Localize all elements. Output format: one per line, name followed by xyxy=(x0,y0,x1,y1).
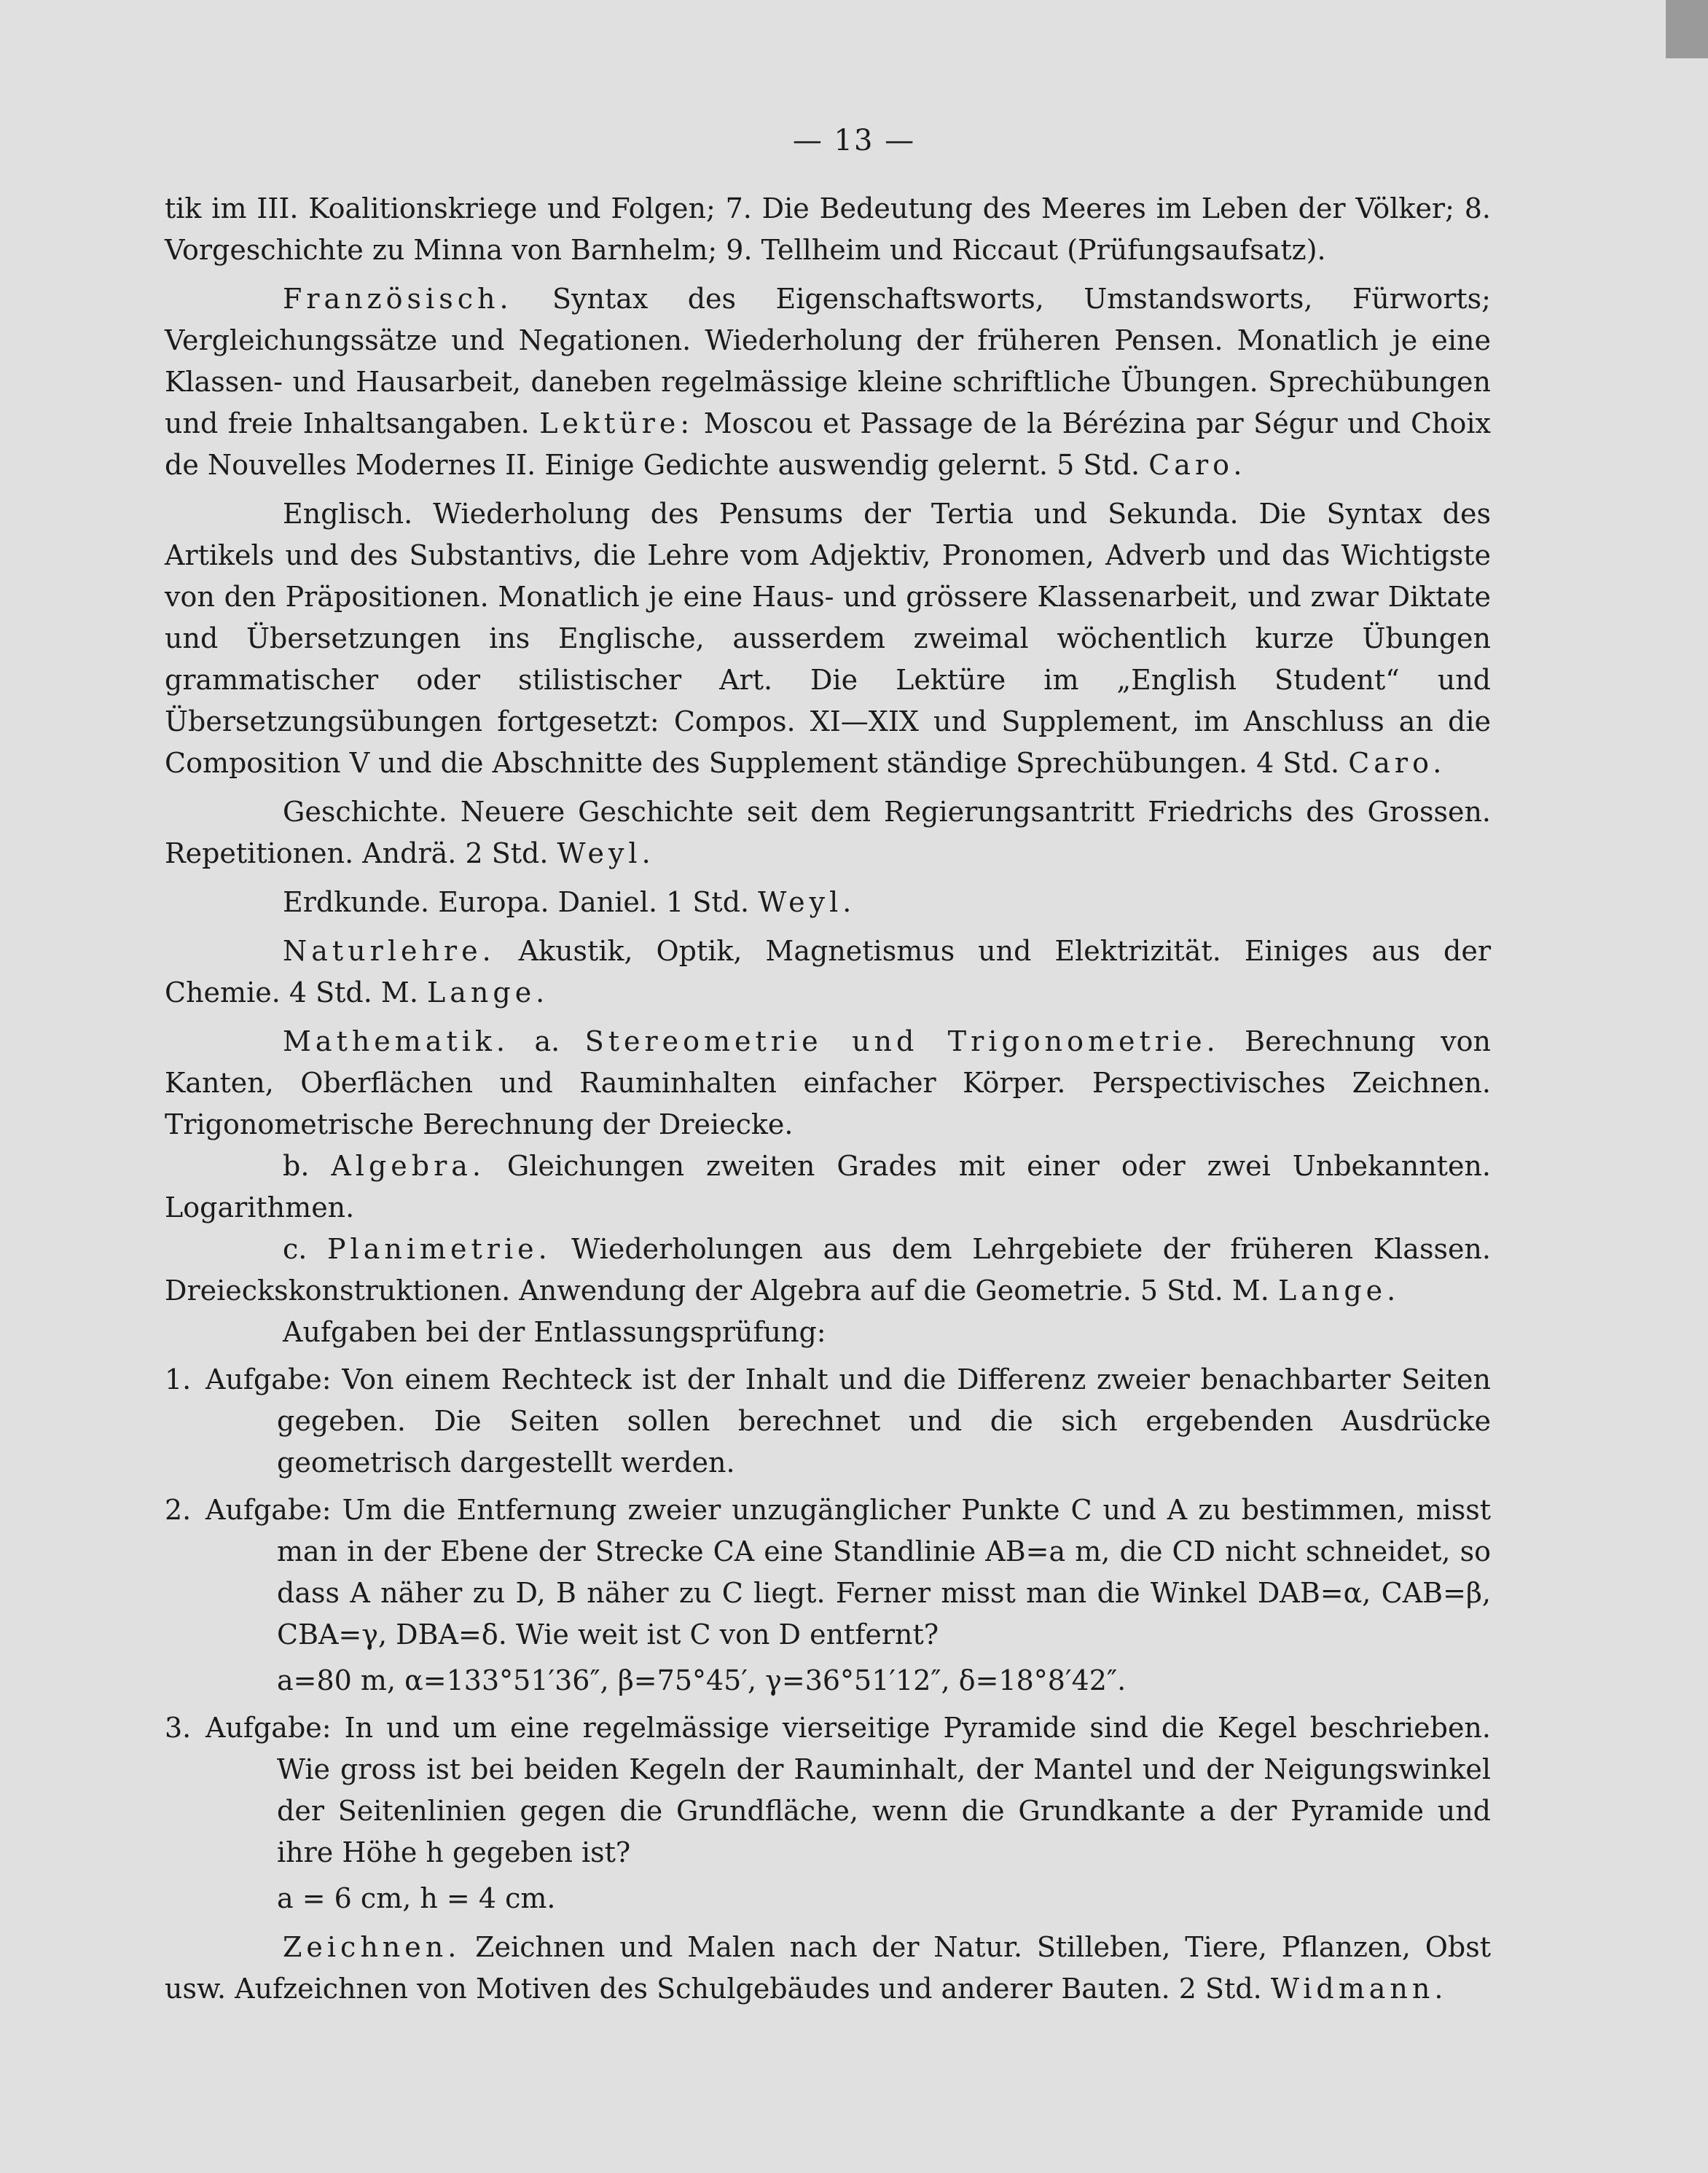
section-title: Englisch. xyxy=(283,498,413,530)
section-title: Französisch. xyxy=(283,283,513,315)
section-body: Neuere Geschichte seit dem Regierungsantritt Friedrichs des Grossen. Repetitionen. Andrä. 2 Std. xyxy=(165,796,1491,869)
task-label: Aufgabe: xyxy=(205,1712,332,1744)
section-franzoesisch xyxy=(165,278,1491,486)
task-number: 1. xyxy=(165,1363,192,1395)
task-label: Aufgabe: xyxy=(205,1494,332,1526)
section-title: Erdkunde. xyxy=(283,886,430,918)
section-englisch xyxy=(165,493,1491,784)
page-number: — 13 — xyxy=(792,124,916,157)
section-title: Geschichte. xyxy=(283,796,447,828)
subsection-body: Wiederholungen aus dem Lehrgebiete der früheren Klassen. Dreieckskonstruktionen. Anwendung der Algebra auf die Geometrie. 5 Std. M. xyxy=(165,1233,1491,1307)
section-geschichte xyxy=(165,791,1491,874)
section-erdkunde xyxy=(165,882,1491,923)
task-given: a=80 m, α=133°51′36″, β=75°45′, γ=36°51′12″, δ=18°8′42″. xyxy=(277,1664,1127,1696)
task-label: Aufgabe: xyxy=(205,1363,332,1395)
section-mathematik-c xyxy=(165,1229,1491,1312)
teacher-name: Weyl. xyxy=(758,886,856,918)
section-body: Syntax des Eigenschaftsworts, Umstandsworts, Fürworts; Vergleichungssätze und Negationen. Wiederholung der früheren Pensen. Monatlich je eine Klassen- und Hausarbeit, daneben regelmässige kleine schriftliche Übungen. Sprechübungen und freie Inhaltsangaben. xyxy=(165,283,1491,439)
task-text: Um die Entfernung zweier unzugänglicher Punkte C und A zu bestimmen, misst man in der Ebene der Strecke CA eine Standlinie AB=a m, die CD nicht schneidet, so dass A näher zu D, B näher zu C liegt. Ferner misst man die Winkel DAB=α, CAB=β, CBA=γ, DBA=δ. Wie weit ist C von D entfernt? xyxy=(277,1494,1491,1651)
exam-task-3 xyxy=(165,1707,1491,1919)
task-given: a = 6 cm, h = 4 cm. xyxy=(277,1882,556,1914)
section-body: Europa. Daniel. 1 Std. xyxy=(438,886,750,918)
section-body: Akustik, Optik, Magnetismus und Elektrizität. Einiges aus der Chemie. 4 Std. M. xyxy=(165,935,1491,1009)
subsection-label: a. xyxy=(534,1025,560,1057)
section-zeichnen xyxy=(165,1927,1491,2010)
section-title: Zeichnen. xyxy=(283,1931,461,1963)
teacher-name: Weyl. xyxy=(557,837,655,869)
subsection-body: Gleichungen zweiten Grades mit einer oder zwei Unbekannten. Logarithmen. xyxy=(165,1150,1491,1223)
subsection-body: Berechnung von Kanten, Oberflächen und Rauminhalten einfacher Körper. Perspectivisches Zeichnen. Trigonometrische Berechnung der Dreiecke. xyxy=(165,1025,1491,1140)
teacher-name: Caro. xyxy=(1348,747,1446,779)
intro-paragraph: tik im III. Koalitionskriege und Folgen; 7. Die Bedeutung des Meeres im Leben der Völker; 8. Vorgeschichte zu Minna von Barnhelm; 9. Tellheim und Riccaut (Prüfungsaufsatz). xyxy=(165,192,1491,266)
lekture-label: Lektüre: xyxy=(539,407,694,439)
task-text: Von einem Rechteck ist der Inhalt und die Differenz zweier benachbarter Seiten gegeben. Die Seiten sollen berechnet und die sich ergebenden Ausdrücke geometrisch dargestellt werden. xyxy=(277,1363,1491,1479)
task-number: 3. xyxy=(165,1712,192,1744)
subsection-title: Stereometrie und Trigonometrie. xyxy=(584,1025,1220,1057)
exam-task-2 xyxy=(165,1489,1491,1702)
subsection-title: Planimetrie. xyxy=(326,1233,552,1265)
lekture-body: Moscou et Passage de la Bérézina par Ségur und Choix de Nouvelles Modernes II. Einige Gedichte auswendig gelernt. 5 Std. xyxy=(165,407,1491,481)
task-number: 2. xyxy=(165,1494,192,1526)
teacher-name: Lange. xyxy=(1277,1275,1401,1307)
subsection-label: b. xyxy=(283,1150,310,1182)
exam-task-1 xyxy=(165,1359,1491,1484)
section-title: Naturlehre. xyxy=(283,935,495,967)
section-mathematik-a xyxy=(165,1021,1491,1146)
section-naturlehre xyxy=(165,931,1491,1014)
section-body: Wiederholung des Pensums der Tertia und Sekunda. Die Syntax des Artikels und des Substantivs, die Lehre vom Adjektiv, Pronomen, Adverb und das Wichtigste von den Präpositionen. Monatlich je eine Haus- und grössere Klassenarbeit, und zwar Diktate und Übersetzungen ins Englische, ausserdem zweimal wöchentlich kurze Übungen grammatischer oder stilistischer Art. Die Lektüre im „English Student“ und Übersetzungsübungen fortgesetzt: Compos. XI—XIX und Supplement, im Anschluss an die Composition V und die Abschnitte des Supplement ständige Sprechübungen. 4 Std. xyxy=(165,498,1491,779)
teacher-name: Widmann. xyxy=(1270,1973,1448,2005)
subsection-title: Algebra. xyxy=(331,1150,485,1182)
exam-intro: Aufgaben bei der Entlassungsprüfung: xyxy=(283,1316,826,1348)
task-text: In und um eine regelmässige vierseitige Pyramide sind die Kegel beschrieben. Wie gross ist bei beiden Kegeln der Rauminhalt, der Mantel und der Neigungswinkel der Seitenlinien gegen die Grundfläche, wenn die Grundkante a der Pyramide und ihre Höhe h gegeben ist? xyxy=(277,1712,1491,1868)
page-edge-shadow xyxy=(1666,0,1708,58)
subsection-label: c. xyxy=(283,1233,307,1265)
teacher-name: Lange. xyxy=(427,976,549,1009)
page-body xyxy=(165,188,1491,2010)
section-body: Zeichnen und Malen nach der Natur. Stilleben, Tiere, Pflanzen, Obst usw. Aufzeichnen von Motiven des Schulgebäudes und anderer Bauten. 2 Std. xyxy=(165,1931,1491,2005)
section-mathematik-b xyxy=(165,1146,1491,1229)
teacher-name: Caro. xyxy=(1148,449,1247,481)
section-title: Mathematik. xyxy=(283,1025,510,1057)
